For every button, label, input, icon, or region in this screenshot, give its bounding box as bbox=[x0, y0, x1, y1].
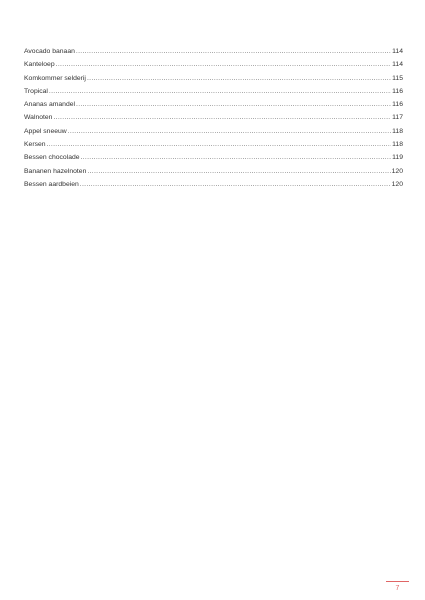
toc-entry-page: 116 bbox=[392, 87, 403, 95]
dot-leader bbox=[87, 72, 391, 85]
toc-entry-title: Walnoten bbox=[24, 114, 53, 122]
dot-leader bbox=[68, 125, 391, 138]
toc-entry-page: 117 bbox=[392, 114, 403, 122]
dot-leader bbox=[49, 85, 391, 98]
toc-entry[interactable] bbox=[24, 165, 403, 178]
dot-leader bbox=[87, 165, 390, 178]
toc-entry-title: Bessen aardbeien bbox=[24, 180, 79, 188]
toc-entry-page: 114 bbox=[392, 61, 403, 69]
dot-leader bbox=[80, 178, 391, 191]
toc-entry-page: 118 bbox=[392, 141, 403, 149]
toc-entry[interactable] bbox=[24, 85, 403, 98]
page-number: 7 bbox=[395, 585, 400, 592]
toc-entry[interactable] bbox=[24, 72, 403, 85]
toc-entry-title: Tropical bbox=[24, 87, 48, 95]
toc-entry-title: Komkommer selderij bbox=[24, 74, 86, 82]
dot-leader bbox=[56, 58, 392, 71]
toc-entry[interactable] bbox=[24, 45, 403, 58]
toc-entry[interactable] bbox=[24, 98, 403, 111]
toc-entry-page: 116 bbox=[392, 101, 403, 109]
toc-entry-title: Bananen hazelnoten bbox=[24, 167, 87, 175]
toc-entry[interactable] bbox=[24, 58, 403, 71]
dot-leader bbox=[47, 138, 392, 151]
toc-entry-title: Avocado banaan bbox=[24, 48, 75, 55]
toc-entry-title: Bessen chocolade bbox=[24, 154, 80, 162]
toc-entry[interactable] bbox=[24, 125, 403, 138]
dot-leader bbox=[76, 98, 391, 111]
toc-entry-page: 120 bbox=[391, 180, 403, 188]
table-of-contents bbox=[24, 45, 403, 191]
dot-leader bbox=[81, 151, 392, 164]
toc-entry-title: Kanteloep bbox=[24, 61, 55, 69]
toc-entry-title: Appel sneeuw bbox=[24, 127, 67, 135]
toc-entry[interactable] bbox=[24, 111, 403, 124]
toc-entry-page: 115 bbox=[392, 74, 403, 82]
dot-leader bbox=[53, 111, 391, 124]
toc-entry-page: 114 bbox=[392, 48, 403, 55]
page-footer bbox=[386, 581, 409, 594]
toc-entry[interactable] bbox=[24, 178, 403, 191]
toc-entry-page: 120 bbox=[391, 167, 403, 175]
toc-entry-title: Ananas amandel bbox=[24, 101, 76, 109]
toc-entry[interactable] bbox=[24, 138, 403, 151]
toc-entry[interactable] bbox=[24, 151, 403, 164]
toc-entry-page: 118 bbox=[392, 127, 403, 135]
toc-entry-page: 119 bbox=[392, 154, 403, 162]
toc-entry-title: Kersen bbox=[24, 141, 46, 149]
dot-leader bbox=[76, 45, 391, 58]
